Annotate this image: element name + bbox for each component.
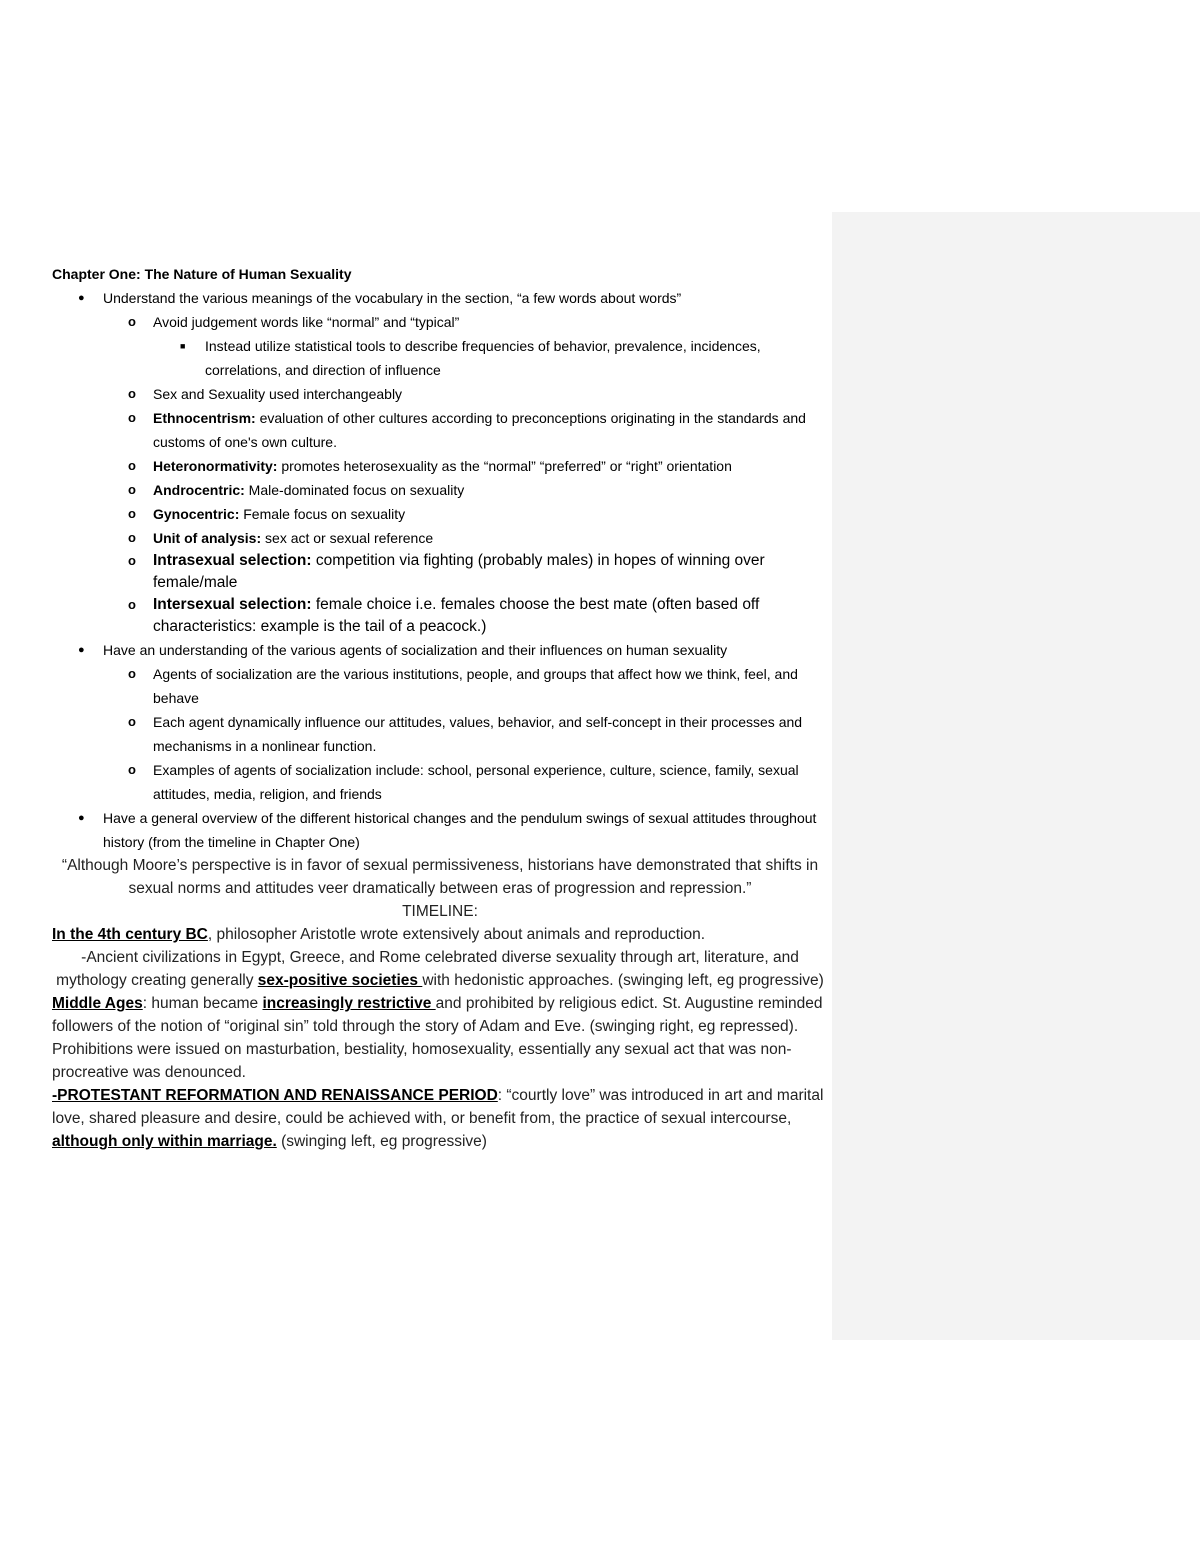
list-item: o Avoid judgement words like “normal” and “typical” <box>52 310 828 334</box>
term: Androcentric: <box>153 482 245 498</box>
list-item: o Unit of analysis: sex act or sexual reference <box>52 526 828 550</box>
circle-bullet-icon: o <box>128 597 136 612</box>
circle-bullet-icon: o <box>128 666 136 681</box>
circle-bullet-icon: o <box>128 530 136 545</box>
term: Unit of analysis: <box>153 530 262 546</box>
bullet-icon: ● <box>78 812 85 824</box>
timeline-heading: TIMELINE: <box>402 903 478 920</box>
circle-bullet-icon: o <box>128 506 136 521</box>
bullet-text: Understand the various meanings of the vocabulary in the section, “a few words about words” <box>103 290 682 306</box>
list-item: o Androcentric: Male-dominated focus on sexuality <box>52 478 828 502</box>
list-item: o Agents of socialization are the various institutions, people, and groups that affect how we think, feel, and behave <box>52 662 828 710</box>
comment-pane <box>832 212 1200 1340</box>
bullet-icon: ● <box>78 644 85 656</box>
list-item: o Heteronormativity: promotes heterosexuality as the “normal” “preferred” or “right” orientation <box>52 454 828 478</box>
term: Ethnocentrism: <box>153 410 256 426</box>
list-item: o Each agent dynamically influence our attitudes, values, behavior, and self-concept in their processes and mechanisms in a nonlinear function. <box>52 710 828 758</box>
circle-bullet-icon: o <box>128 458 136 473</box>
term: Intrasexual selection: <box>153 552 312 569</box>
list-item: o Ethnocentrism: evaluation of other cultures according to preconceptions originating in the standards and customs of one's own culture. <box>52 406 828 454</box>
circle-bullet-icon: o <box>128 482 136 497</box>
circle-bullet-icon: o <box>128 314 136 329</box>
list-item: ● Have an understanding of the various agents of socialization and their influences on human sexuality <box>52 638 828 662</box>
circle-bullet-icon: o <box>128 410 136 425</box>
list-item: ● Have a general overview of the different historical changes and the pendulum swings of sexual attitudes throughout history (from the timeline in Chapter One) <box>52 806 828 854</box>
bullet-icon: ● <box>78 292 85 304</box>
list-item: o Intrasexual selection: competition via fighting (probably males) in hopes of winning over female/male <box>128 552 765 591</box>
term: Gynocentric: <box>153 506 240 522</box>
list-item: o Intersexual selection: female choice i.e. females choose the best mate (often based off characteristics: example is the tail of a peacock.) <box>128 596 760 635</box>
list-item: o Gynocentric: Female focus on sexuality <box>52 502 828 526</box>
list-item <box>52 286 828 310</box>
timeline-entry-middle-ages: Middle Ages: human became increasingly restrictive and prohibited by religious edict. St. Augustine reminded followers of the notion of “original sin” told through the story of Adam and Eve. (swinging right, eg repressed). Prohibitions were issued on masturbation, bestiality, homosexuality, essentially any sexual act that was non-procreative was denounced. <box>52 995 823 1081</box>
chapter-title: Chapter One: The Nature of Human Sexuality <box>52 266 352 282</box>
list-item: o Sex and Sexuality used interchangeably <box>52 382 828 406</box>
circle-bullet-icon: o <box>128 386 136 401</box>
timeline-entry-reformation: -PROTESTANT REFORMATION AND RENAISSANCE PERIOD: “courtly love” was introduced in art and marital love, shared pleasure and desire, could be achieved with, or benefit from, the practice of sexual intercourse, although only within marriage. (swinging left, eg progressive) <box>52 1087 824 1150</box>
term: Intersexual selection: <box>153 596 312 613</box>
timeline-entry-ancient: -Ancient civilizations in Egypt, Greece, and Rome celebrated diverse sexuality through art, literature, and mythology creating generally sex-positive societies with hedonistic approaches. (swinging left, eg progressive) <box>56 949 824 989</box>
timeline-entry-aristotle: In the 4th century BC, philosopher Aristotle wrote extensively about animals and reproduction. <box>52 926 706 943</box>
term: Heteronormativity: <box>153 458 278 474</box>
circle-bullet-icon: o <box>128 714 136 729</box>
document-body <box>52 262 828 1153</box>
circle-bullet-icon: o <box>128 553 136 568</box>
quote: “Although Moore’s perspective is in favor of sexual permissiveness, historians have demonstrated that shifts in sexual norms and attitudes veer dramatically between eras of progression and repression.” <box>61 857 819 897</box>
circle-bullet-icon: o <box>128 762 136 777</box>
square-bullet-icon: ■ <box>180 341 186 351</box>
list-item: ■ Instead utilize statistical tools to describe frequencies of behavior, prevalence, incidences, correlations, and direction of influence <box>52 334 828 382</box>
list-item: o Examples of agents of socialization include: school, personal experience, culture, science, family, sexual attitudes, media, religion, and friends <box>52 758 828 806</box>
